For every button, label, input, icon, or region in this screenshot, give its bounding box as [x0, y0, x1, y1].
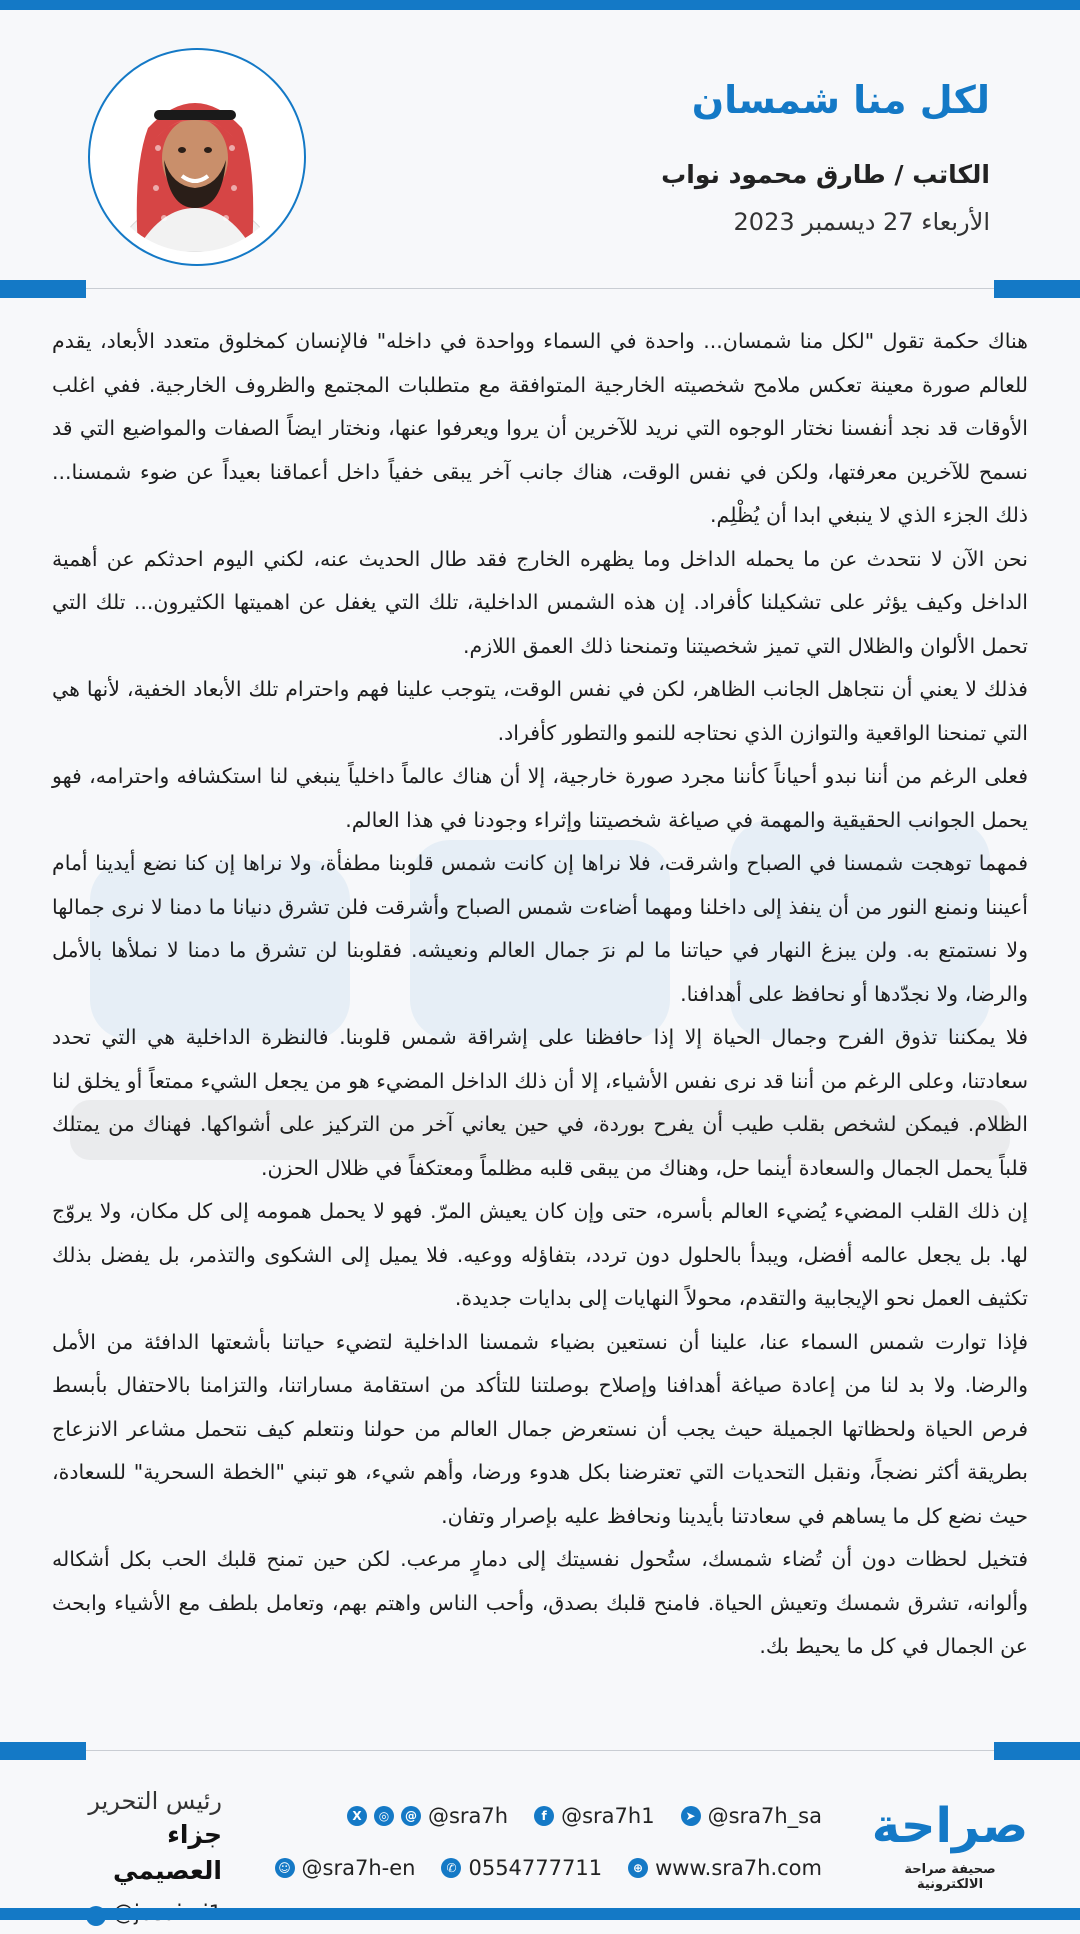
- social-row-1: [262, 1796, 822, 1836]
- logo-tagline: صحيفة صراحة الالكترونية: [904, 1862, 996, 1892]
- x-icon: X: [347, 1806, 367, 1826]
- publish-date: الأربعاء 27 ديسمبر 2023: [733, 208, 990, 236]
- social-link-facebook[interactable]: f @sra7h1: [534, 1804, 654, 1828]
- instagram-icon: ◎: [374, 1806, 394, 1826]
- social-link-website[interactable]: ⊕ www.sra7h.com: [628, 1856, 822, 1880]
- social-links: [262, 1796, 822, 1900]
- article-title: لكل منا شمسان: [691, 78, 990, 122]
- logo-wordmark: [870, 1790, 1030, 1856]
- author-line: الكاتب / طارق محمود نواب: [661, 160, 990, 189]
- social-link-telegram[interactable]: ➤ @sra7h_sa: [681, 1804, 822, 1828]
- article-paragraph: فذلك لا يعني أن نتجاهل الجانب الظاهر، لكن في نفس الوقت، يتوجب علينا فهم واحترام تلك الأبعاد الخفية، لأنها هي التي تمنحنا الواقعية والتوازن الذي نحتاجه للنمو والتطور كأفراد.: [52, 677, 1028, 745]
- bottom-accent-bar: [0, 1908, 1080, 1920]
- article-paragraph: هناك حكمة تقول "لكل منا شمسان... واحدة في السماء وواحدة في داخله" فالإنسان كمخلوق متعدد الأبعاد، يقدم للعالم صورة معينة تعكس ملامح شخصيته الخارجية المتوافقة مع متطلبات المجتمع والظروف الخارجية. ففي اغلب الأوقات قد نجد أنفسنا نختار الوجوه التي نريد للآخرين أن يروا ويعرفوا عنها، ونختار ايضاً الصفات والمواضيع التي قد نسمح للآخرين معرفتها، ولكن في نفس الوقت، هناك جانب آخر يبقى خفياً داخل أعماقنا بعيداً عن ضوء شمسنا... ذلك الجزء الذي لا ينبغي ابدا أن يُظْلِم.: [52, 329, 1028, 527]
- editor-name: جزاء العصيمي: [113, 1820, 222, 1885]
- article-paragraph: فتخيل لحظات دون أن تُضاء شمسك، ستُحول نفسيتك إلى دمارٍ مرعب. لكن حين تمنح قلبك الحب بكل أشكاله وألوانه، تشرق شمسك وتعيش الحياة. فامنح قلبك بصدق، وأحب الناس واهتم بهم، وتعامل بلطف مع الأشياء وابحث عن الجمال في كل ما يحيط بك.: [52, 1547, 1028, 1658]
- editor-role: رئيس التحرير: [88, 1787, 222, 1815]
- social-link-whatsapp[interactable]: ✆ 0554777711: [441, 1856, 602, 1880]
- article-paragraph: نحن الآن لا نتحدث عن ما يحمله الداخل وما يظهره الخارج فقد طال الحديث عنه، لكني اليوم احدثكم عن أهمية الداخل وكيف يؤثر على تشكيلنا كأفراد. إن هذه الشمس الداخلية، تلك التي يغفل عن اهميتها الكثيرون... تلك التي تحمل الألوان والظلال التي تميز شخصيتنا وتمنحنا ذلك العمق اللازم.: [52, 546, 1028, 658]
- telegram-icon: ➤: [681, 1806, 701, 1826]
- article-paragraph: فعلى الرغم من أننا نبدو أحياناً كأننا مجرد صورة خارجية، إلا أن هناك عالماً داخلياً ينبغي لنا استكشافه واحترامه، فهو يحمل الجوانب الحقيقية والمهمة في صياغة شخصيتنا وإثراء وجودنا في هذا العالم.: [52, 764, 1028, 832]
- globe-icon: ⊕: [628, 1858, 648, 1878]
- site-logo[interactable]: [870, 1790, 1030, 1890]
- article-paragraph: إن ذلك القلب المضيء يُضيء العالم بأسره، حتى وإن كان يعيش المرّ. فهو لا يحمل همومه إلى كل مكان، ولا يروّج لها. بل يجعل عالمه أفضل، ويبدأ بالحلول دون تردد، بتفاؤله ووعيه. فلا يميل إلى الشكوى والتذمر، بل يفضل بذلك تكثيف العمل نحو الإيجابية والتقدم، محولاً النهايات إلى بدايات جديدة.: [52, 1199, 1028, 1310]
- facebook-icon: f: [534, 1806, 554, 1826]
- article-paragraph: فلا يمكننا تذوق الفرح وجمال الحياة إلا إذا حافظنا على إشراقة شمس قلوبنا. فالنظرة الداخلية هي التي تحدد سعادتنا، وعلى الرغم من أننا قد نرى نفس الأشياء، إلا أن ذلك الداخل المضيء هو من يجعل الشيء ممتعاً أو يخلق لنا الظلام. فيمكن لشخص بقلب طيب أن يفرح بوردة، في حين يعاني آخر من التركيز على أشواكها. فهناك من يمتلك قلباً يحمل الجمال والسعادة أينما حل، وهناك من يبقى قلبه مظلماً ومعتكفاً في ظلال الحزن.: [52, 1025, 1028, 1180]
- social-link-snapchat[interactable]: ☺ @sra7h-en: [275, 1856, 416, 1880]
- footer-divider: [0, 1742, 1080, 1760]
- threads-icon: @: [401, 1806, 421, 1826]
- header-divider: [0, 280, 1080, 298]
- article-header: [0, 10, 1080, 290]
- top-accent-bar: [0, 0, 1080, 10]
- snapchat-icon: ☺: [275, 1858, 295, 1878]
- article-paragraph: فإذا توارت شمس السماء عنا، علينا أن نستعين بضياء شمسنا الداخلية لتضيء حياتنا بأشعتها الدافئة من الأمل والرضا. ولا بد لنا من إعادة صياغة أهدافنا وإصلاح بوصلتنا للتأكد من استقامة مساراتنا، والتزامنا بالاحتفال بأبسط فرص الحياة ولحظاتها الجميلة حيث يجب أن نستعرض جمال العالم من حولنا ونتعلم كيف نتحمل مشاعر الانزعاج بطريقة أكثر نضجاً، ونقبل التحديات التي تعترضنا بكل هدوء ورضا، وأهم شيء، هو تبني "الخطة السحرية" للسعادة، حيث نضع كل ما يساهم في سعادتنا بأيدينا ونحافظ عليه بإصرار وتفان.: [52, 1329, 1028, 1528]
- social-row-2: [262, 1848, 822, 1888]
- svg-text:صراحة: صراحة: [871, 1798, 1029, 1854]
- article-paragraph: فمهما توهجت شمسنا في الصباح واشرقت، فلا نراها إن كانت شمس قلوبنا مطفأة، ولا نراها إن كنا نضع أيدينا أمام أعيننا ونمنع النور من أن ينفذ إلى داخلنا ومهما أضاءت شمس الصباح وأشرقت فلن تشرق دنيانا ما دمنا لا نرى جمالها ولا نستمتع به. ولن يبزغ النهار في حياتنا ما لم نرَ جمال العالم ونعيشه. فقلوبنا لن تشرق ما دمنا لا نملأها بالأمل والرضا، ولا نجدّدها أو نحافظ على أهدافنا.: [52, 851, 1028, 1006]
- article-body: [52, 320, 1028, 1669]
- social-link-multi[interactable]: X ◎ @ @sra7h: [347, 1804, 508, 1828]
- whatsapp-icon: ✆: [441, 1858, 461, 1878]
- author-avatar: [98, 58, 292, 252]
